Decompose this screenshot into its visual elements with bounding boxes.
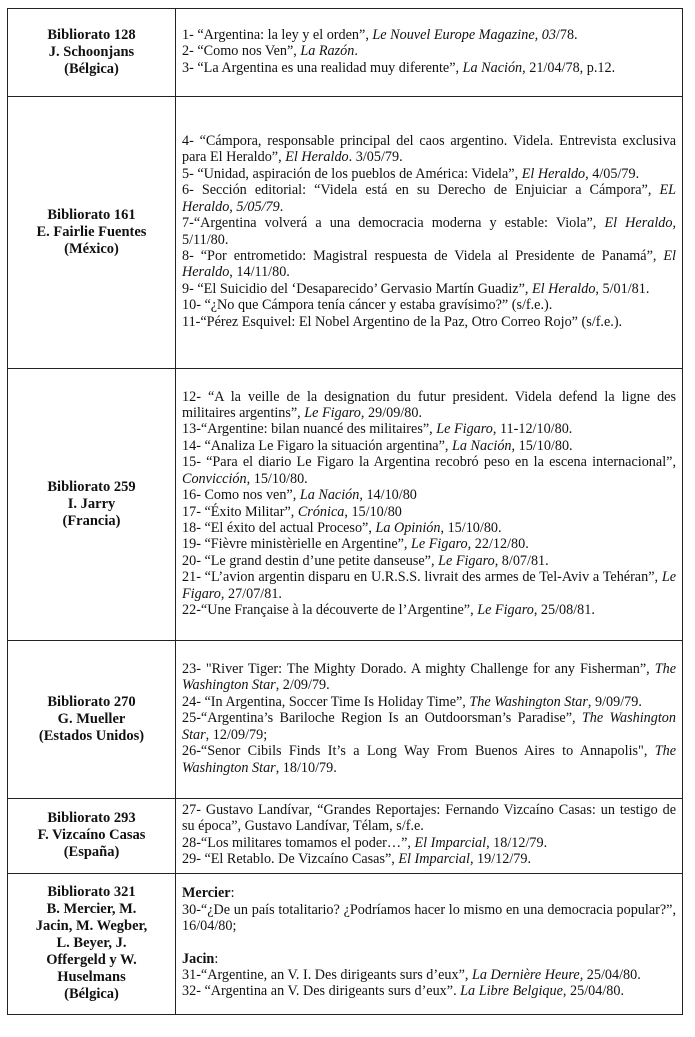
table-row bbox=[8, 641, 683, 799]
bibliorato-label-line: G. Mueller bbox=[57, 711, 126, 727]
reference-text: 18- “El éxito del actual Proceso”, bbox=[182, 519, 376, 536]
publication-name: El Heraldo bbox=[285, 149, 349, 166]
reference-entry bbox=[182, 851, 676, 867]
bibliorato-label-line: J. Schoonjans bbox=[48, 44, 135, 60]
reference-text: , 25/04/80. bbox=[562, 983, 624, 1000]
bibliorato-label-line: (México) bbox=[64, 241, 119, 257]
publication-name: La Opinión bbox=[375, 519, 441, 536]
references-list bbox=[176, 9, 683, 97]
reference-text: 30-“¿De un país totalitario? ¿Podríamos hacer lo mismo en una democracia popular?”, 16/04/80; bbox=[182, 901, 676, 935]
table-row bbox=[8, 799, 683, 874]
reference-text: 24- “In Argentina, Soccer Time Is Holiday Time”, bbox=[182, 693, 470, 710]
reference-text: 21- “L’avion argentin disparu en U.R.S.S. livrait des armes de Tel-Aviv a Tehéran”, bbox=[182, 569, 662, 586]
reference-entry bbox=[182, 520, 676, 536]
bibliorato-label-line: E. Fairlie Fuentes bbox=[36, 224, 147, 240]
bibliorato-label-line: (Bélgica) bbox=[64, 61, 119, 77]
reference-text: 16- Como nos ven”, bbox=[182, 487, 300, 504]
bibliorato-label bbox=[8, 9, 176, 97]
publication-name: La Dernière Heure, bbox=[472, 967, 584, 984]
reference-text: , 15/10/80. bbox=[440, 519, 502, 536]
reference-entry bbox=[182, 694, 676, 710]
publication-name: El Imparcial bbox=[414, 834, 487, 851]
reference-entry bbox=[182, 297, 676, 313]
references-list bbox=[176, 97, 683, 369]
references-list bbox=[176, 799, 683, 874]
publication-name: Crónica bbox=[297, 503, 345, 520]
reference-entry bbox=[182, 314, 676, 330]
publication-name: The Washington Star bbox=[469, 693, 588, 710]
reference-text: , 27/07/81. bbox=[220, 585, 282, 602]
reference-text: , 9/09/79. bbox=[587, 693, 642, 710]
publication-name: Le Figaro bbox=[477, 601, 534, 618]
reference-text: 12- “A la veille de la designation du futur president. Videla defend la ligne des militaires argentins”, bbox=[182, 388, 676, 422]
reference-text: 26-“Senor Cibils Finds It’s a Long Way From Buenos Aires to Annapolis", bbox=[182, 743, 655, 760]
reference-text: 29- “El Retablo. De Vizcaíno Casas”, bbox=[182, 851, 399, 868]
bibliorato-label-line: Bibliorato 161 bbox=[47, 207, 136, 223]
bibliorato-label-line: I. Jarry bbox=[67, 496, 116, 512]
reference-entry bbox=[182, 802, 676, 835]
reference-entry bbox=[182, 967, 676, 983]
reference-text: , 14/10/80 bbox=[359, 487, 417, 504]
publication-name: Le Figaro bbox=[411, 536, 468, 553]
references-list bbox=[176, 873, 683, 1014]
reference-entry bbox=[182, 885, 676, 901]
reference-text: 4/05/79. bbox=[588, 165, 640, 182]
publication-name: The Washington Star bbox=[182, 710, 676, 743]
bibliorato-label-line: Jacin, M. Wegber, bbox=[35, 918, 148, 935]
references-list bbox=[176, 369, 683, 641]
reference-text: 8- “Por entrometido: Magistral respuesta de Videla al Presidente de Panamá”, bbox=[182, 247, 664, 264]
reference-entry bbox=[182, 27, 676, 43]
publication-name: El Heraldo, bbox=[521, 165, 589, 182]
bibliorato-label-line: (España) bbox=[63, 844, 120, 861]
reference-text: . bbox=[354, 43, 358, 60]
reference-entry bbox=[182, 281, 676, 297]
reference-text: , 14/11/80. bbox=[229, 264, 290, 281]
reference-entry bbox=[182, 710, 676, 743]
reference-text: 27- Gustavo Landívar, “Grandes Reportajes: Fernando Vizcaíno Casas: un testigo de su época”, Gustavo Landívar, Télam, s/f.e. bbox=[182, 802, 676, 835]
bibliorato-label bbox=[8, 97, 176, 369]
reference-text: 19- “Fièvre ministèrielle en Argentine”, bbox=[182, 536, 412, 553]
reference-text: , 25/08/81. bbox=[533, 601, 595, 618]
publication-name: Le Figaro bbox=[182, 569, 676, 602]
publication-name: Le Figaro bbox=[438, 552, 495, 569]
reference-entry bbox=[182, 133, 676, 166]
bibliorato-label bbox=[8, 641, 176, 799]
reference-text: 23- "River Tiger: The Mighty Dorado. A mighty Challenge for any Fisherman”, bbox=[182, 661, 655, 678]
reference-entry bbox=[182, 951, 676, 967]
references-table bbox=[7, 8, 683, 1015]
reference-text: , 18/10/79. bbox=[275, 759, 337, 776]
author-heading: Mercier bbox=[182, 885, 231, 902]
table-row bbox=[8, 873, 683, 1014]
bibliorato-label bbox=[8, 873, 176, 1014]
reference-text: 31-“Argentine, an V. I. Des dirigeants surs d’eux”, bbox=[182, 967, 472, 984]
reference-entry bbox=[182, 835, 676, 851]
publication-name: El Imparcial bbox=[398, 851, 470, 868]
publication-name: La Razón bbox=[300, 43, 355, 60]
reference-entry bbox=[182, 983, 676, 999]
bibliorato-label-line: Huselmans bbox=[57, 969, 126, 986]
reference-text: , 8/07/81. bbox=[494, 552, 549, 569]
reference-text: 17- “Éxito Militar”, bbox=[182, 503, 298, 520]
bibliorato-label bbox=[8, 799, 176, 874]
references-table-body bbox=[8, 9, 683, 1015]
reference-entry bbox=[182, 454, 676, 487]
reference-text: 4- “Cámpora, responsable principal del caos argentino. Videla. Entrevista exclusiva para El Heraldo”, bbox=[182, 133, 676, 166]
reference-text: , 15/10/80. bbox=[511, 437, 573, 454]
reference-text: 28-“Los militares tomamos el poder…”, bbox=[182, 834, 415, 851]
reference-entry bbox=[182, 215, 676, 248]
reference-text: 2- “Como nos Ven”, bbox=[182, 43, 301, 60]
publication-name: La Nación bbox=[299, 487, 360, 504]
reference-entry bbox=[182, 60, 676, 76]
bibliorato-label-line: (Estados Unidos) bbox=[38, 728, 145, 744]
publication-name: La Nación bbox=[452, 437, 512, 454]
reference-text: , 11-12/10/80. bbox=[492, 421, 573, 438]
bibliorato-label-line: Bibliorato 128 bbox=[47, 27, 136, 43]
author-heading: Jacin bbox=[182, 950, 215, 967]
reference-text: 3- “La Argentina es una realidad muy diferente”, bbox=[182, 59, 463, 76]
reference-text: 32- “Argentina an V. Des dirigeants surs d’eux”. bbox=[182, 983, 461, 1000]
reference-text: 6- Sección editorial: “Videla está en su Derecho de Enjuiciar a Cámpora”, bbox=[182, 182, 660, 199]
publication-name: La Nación bbox=[462, 59, 523, 76]
reference-entry bbox=[182, 935, 676, 951]
reference-text: : bbox=[214, 950, 219, 967]
reference-text: 11-“Pérez Esquivel: El Nobel Argentino de la Paz, Otro Correo Rojo” (s/f.e.). bbox=[182, 313, 623, 330]
publication-name: El Heraldo bbox=[604, 215, 673, 232]
publication-name: Convicción bbox=[182, 470, 247, 487]
reference-text: 14- “Analiza Le Figaro la situación argentina”, bbox=[182, 437, 452, 454]
reference-text: 7-“Argentina volverá a una democracia moderna y estable: Viola”, bbox=[182, 215, 605, 232]
reference-entry bbox=[182, 504, 676, 520]
reference-text: . bbox=[279, 198, 284, 215]
reference-text: , 15/10/80. bbox=[246, 470, 308, 487]
reference-text: , 2/09/79. bbox=[275, 677, 330, 694]
bibliorato-label-line: B. Mercier, M. bbox=[46, 901, 137, 918]
reference-entry bbox=[182, 536, 676, 552]
reference-entry bbox=[182, 553, 676, 569]
reference-entry bbox=[182, 902, 676, 935]
bibliorato-label-line: Bibliorato 321 bbox=[47, 884, 136, 901]
reference-entry bbox=[182, 438, 676, 454]
reference-entry bbox=[182, 389, 676, 422]
reference-entry bbox=[182, 569, 676, 602]
reference-entry bbox=[182, 743, 676, 776]
reference-text: , 15/10/80 bbox=[344, 503, 402, 520]
reference-text: : bbox=[230, 885, 235, 902]
publication-name: Le Nouvel Europe Magazine, 03 bbox=[372, 26, 556, 43]
reference-entry bbox=[182, 661, 676, 694]
reference-text: , 22/12/80. bbox=[467, 536, 529, 553]
reference-text: , 5/11/80. bbox=[182, 215, 676, 248]
bibliorato-label-line: Offergeld y W. bbox=[46, 952, 137, 969]
reference-text: 25/04/80. bbox=[583, 967, 641, 984]
table-row bbox=[8, 9, 683, 97]
publication-name: Le Figaro bbox=[304, 405, 361, 422]
reference-text: 15- “Para el diario Le Figaro la Argentina recobró peso en la escena internacional”, bbox=[182, 454, 676, 471]
reference-text: 22-“Une Française à la découverte de l’Argentine”, bbox=[182, 601, 478, 618]
reference-entry bbox=[182, 602, 676, 618]
reference-text: , 21/04/78, p.12. bbox=[522, 59, 616, 76]
publication-name: La Libre Belgique bbox=[460, 983, 563, 1000]
bibliorato-label-line: Bibliorato 259 bbox=[47, 479, 136, 495]
reference-text: , 5/01/81. bbox=[595, 280, 650, 297]
publication-name: EL Heraldo, 5/05/79 bbox=[182, 182, 676, 215]
bibliorato-label-line: Bibliorato 270 bbox=[47, 694, 136, 710]
publication-name: The Washington Star bbox=[182, 661, 676, 694]
bibliorato-label-line: L. Beyer, J. bbox=[56, 935, 127, 952]
reference-entry bbox=[182, 487, 676, 503]
table-row bbox=[8, 97, 683, 369]
reference-text: , 29/09/80. bbox=[360, 405, 422, 422]
publication-name: Le Figaro bbox=[436, 421, 493, 438]
reference-text: 20- “Le grand destin d’une petite danseuse”, bbox=[182, 552, 439, 569]
reference-entry bbox=[182, 248, 676, 281]
reference-entry bbox=[182, 43, 676, 59]
bibliorato-label bbox=[8, 369, 176, 641]
reference-entry bbox=[182, 182, 676, 215]
reference-entry bbox=[182, 421, 676, 437]
bibliorato-label-line: (Francia) bbox=[62, 513, 121, 529]
reference-text: 25-“Argentina’s Bariloche Region Is an Outdoorsman’s Paradise”, bbox=[182, 710, 582, 727]
reference-text: /78. bbox=[555, 26, 578, 43]
publication-name: El Heraldo bbox=[182, 247, 676, 281]
reference-text: 9- “El Suicidio del ‘Desaparecido’ Gervasio Martín Guadiz”, bbox=[182, 280, 532, 297]
reference-entry bbox=[182, 166, 676, 182]
table-row bbox=[8, 369, 683, 641]
publication-name: El Heraldo bbox=[531, 280, 596, 297]
bibliorato-label-line: F. Vizcaíno Casas bbox=[37, 827, 146, 844]
reference-text: 13-“Argentine: bilan nuancé des militaires”, bbox=[182, 421, 437, 438]
bibliorato-label-line: (Bélgica) bbox=[64, 986, 119, 1003]
bibliorato-label-line: Bibliorato 293 bbox=[47, 810, 136, 827]
reference-text: 1- “Argentina: la ley y el orden”, bbox=[182, 26, 373, 43]
reference-text: 10- “¿No que Cámpora tenía cáncer y estaba gravísimo?” (s/f.e.). bbox=[182, 297, 553, 314]
reference-text: 5- “Unidad, aspiración de los pueblos de América: Videla”, bbox=[182, 165, 522, 182]
references-list bbox=[176, 641, 683, 799]
reference-text: , 12/09/79; bbox=[205, 726, 268, 743]
reference-text: , 18/12/79. bbox=[486, 834, 548, 851]
reference-text: , 19/12/79. bbox=[469, 851, 532, 868]
reference-text: . 3/05/79. bbox=[348, 149, 403, 166]
publication-name: The Washington Star bbox=[182, 743, 676, 776]
